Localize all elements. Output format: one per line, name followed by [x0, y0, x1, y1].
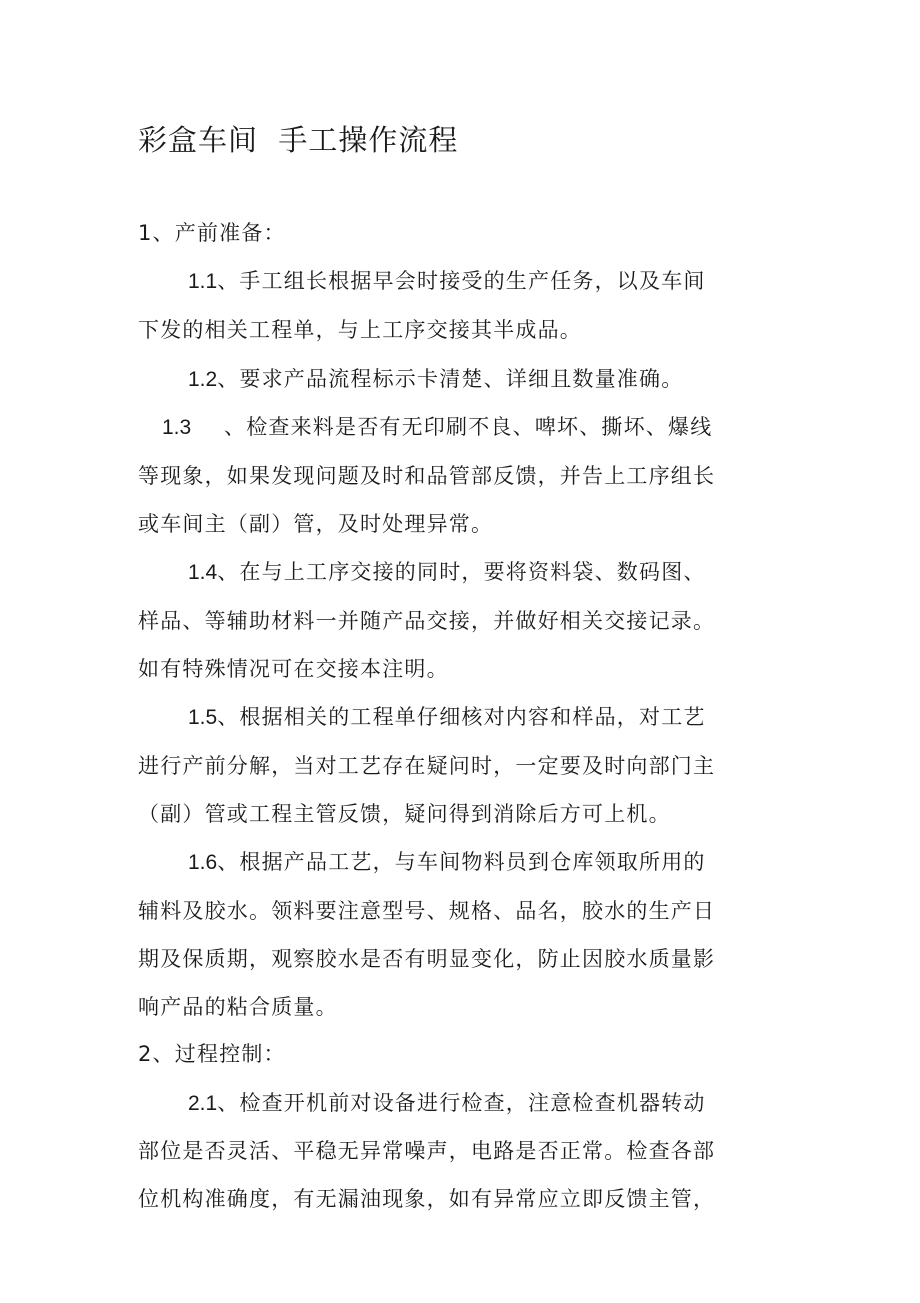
item-text-line: 下发的相关工程单，与上工序交接其半成品。	[138, 318, 582, 342]
section-heading: 1、产前准备：	[138, 221, 286, 245]
item-text: 、检查来料是否有无印刷不良、啤坏、撕坏、爆线	[224, 415, 713, 439]
item-number: 1.6	[188, 851, 218, 874]
list-item-first-line	[188, 558, 706, 587]
item-text-line: 位机构准确度，有无漏油现象，如有异常应立即反馈主管，	[138, 1187, 716, 1211]
item-text-line: 如有特殊情况可在交接本注明。	[138, 657, 449, 681]
item-text-line: （副）管或工程主管反馈，疑问得到消除后方可上机。	[138, 802, 671, 826]
item-text-line: 部位是否灵活、平稳无异常噪声，电路是否正常。检查各部	[138, 1139, 716, 1163]
item-text: 、根据产品工艺，与车间物料员到仓库领取所用的	[217, 850, 706, 874]
item-text-line: 等现象，如果发现问题及时和品管部反馈，并告上工序组长	[138, 464, 716, 488]
item-number: 1.3	[162, 416, 192, 439]
list-item-first-line	[188, 848, 706, 877]
item-text-line: 或车间主（副）管，及时处理异常。	[138, 512, 494, 536]
list-item-first-line	[188, 1089, 706, 1118]
list-item-first-line	[162, 413, 712, 442]
item-number: 1.2	[188, 368, 218, 391]
section-heading: 2、过程控制：	[138, 1042, 286, 1066]
item-text: 、根据相关的工程单仔细核对内容和样品，对工艺	[217, 705, 706, 729]
item-number: 1.1	[188, 270, 218, 293]
item-number: 1.4	[188, 561, 218, 584]
list-item-first-line	[188, 365, 683, 394]
item-text-line: 样品、等辅助材料一并随产品交接，并做好相关交接记录。	[138, 609, 716, 633]
list-item-first-line	[188, 267, 706, 296]
item-text: 、在与上工序交接的同时，要将资料袋、数码图、	[217, 560, 706, 584]
item-number: 1.5	[188, 706, 218, 729]
item-text-line: 响产品的粘合质量。	[138, 995, 338, 1019]
item-number: 2.1	[188, 1092, 218, 1115]
list-item-first-line	[188, 703, 706, 732]
item-text-line: 进行产前分解，当对工艺存在疑问时，一定要及时向部门主	[138, 754, 716, 778]
item-text-line: 期及保质期，观察胶水是否有明显变化，防止因胶水质量影	[138, 947, 716, 971]
page-title: 彩盒车间 手工操作流程	[138, 123, 459, 157]
item-text: 、检查开机前对设备进行检查，注意检查机器转动	[217, 1091, 706, 1115]
item-text: 、手工组长根据早会时接受的生产任务，以及车间	[217, 269, 706, 293]
item-text: 、要求产品流程标示卡清楚、详细且数量准确。	[217, 367, 684, 391]
item-text-line: 辅料及胶水。领料要注意型号、规格、品名，胶水的生产日	[138, 899, 716, 923]
